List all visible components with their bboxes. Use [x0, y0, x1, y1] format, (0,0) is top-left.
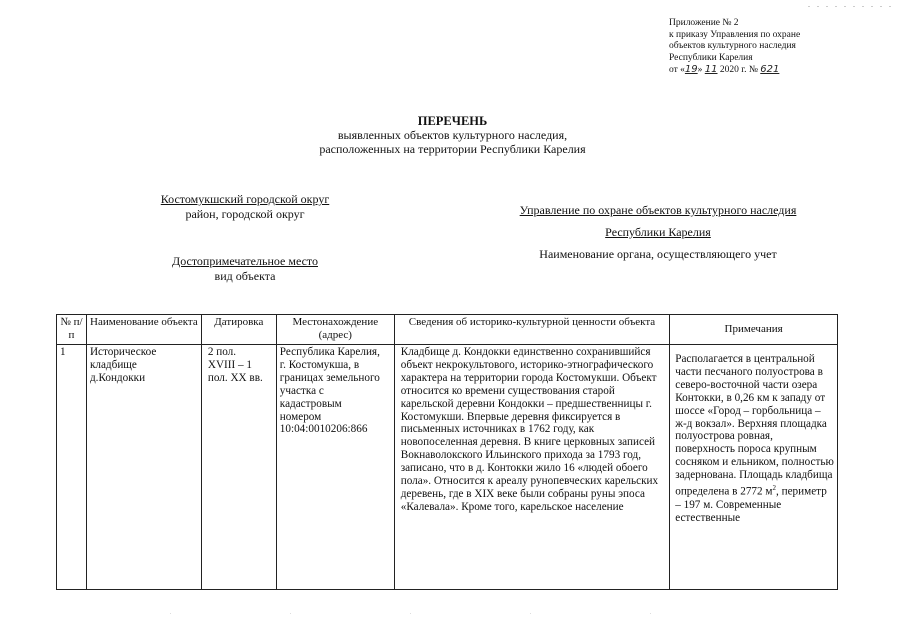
handwritten-day: 19 [684, 64, 698, 76]
scan-mark [808, 6, 894, 7]
header-dating: Датировка [201, 315, 276, 345]
authority-caption: Наименование органа, осуществляющего учет [539, 247, 777, 261]
appendix-line-1: Приложение № 2 [669, 18, 739, 28]
cell-info: Кладбище д. Кондокки единственно сохранившийся объект некрокультового, историко-этнографического характера на территории города Костомукши. Объект относится ко времени существования старой карельской деревни Кондокки – предшественницы г. Костомукши. Впервые деревня фиксируется в письменных источниках в 1762 году, как новопоселенная деревня. В книге церковных записей Вокнаволокского Ильинского прихода за 1793 год, записано, что в д. Контокки жило 16 «людей обоего пола». Относится к ареалу рунопевческих карельских деревень, где в XIX веке были собраны руны эпоса «Калевала». Кроме того, карельское население [394, 345, 669, 590]
header-notes: Примечания [670, 315, 838, 345]
appendix-line-2: к приказу Управления по охране [669, 29, 801, 40]
cell-dating: 2 пол. XVIII – 1 пол. XX вв. [201, 345, 276, 590]
cell-name: Историческое кладбище д.Кондокки [86, 345, 201, 590]
appendix-date-line: от «19» 11 2020 г. № 621 [669, 64, 780, 76]
cell-notes: Располагается в центральной части песчаного полуострова в северо-восточной части озера Контокки, в 0,26 км к западу от шоссе «Город – горбольница – ж-д вокзал». Верхняя площадка полуострова ровная, поверхность пороса крупным сосняком и ельником, полностью задернована. Площадь кладбища определена в 2772 $м^2$, периметр – 197 м. Современные естественные [670, 345, 838, 590]
header-info: Сведения об историко-культурной ценности объекта [394, 315, 669, 345]
header-number: № п/п [57, 315, 87, 345]
object-kind-field [150, 254, 340, 284]
handwritten-number: 621 [760, 64, 780, 76]
appendix-block [669, 18, 800, 77]
scan-mark [170, 613, 770, 614]
cell-address: Республика Карелия, г. Костомукша, в границах земельного участка с кадастровым номером 10:04:0010206:866 [276, 345, 394, 590]
appendix-line-3: объектов культурного наследия [669, 41, 796, 52]
district-value: Костомукшский городской округ [160, 192, 330, 206]
appendix-line-4: Республики Карелия [669, 52, 753, 63]
header-location: Местонахождение (адрес) [276, 315, 394, 345]
objects-table [56, 314, 838, 590]
object-kind-value: Достопримечательное место [172, 254, 318, 268]
object-kind-caption: вид объекта [214, 269, 276, 283]
district-caption: район, городской округ [185, 207, 305, 221]
authority-field [498, 199, 818, 265]
authority-line-1: Управление по охране объектов культурного наследия [519, 203, 797, 217]
heading-line-2: расположенных на территории Республики Карелия [319, 142, 586, 156]
cell-number: 1 [57, 345, 87, 590]
table-row [57, 345, 838, 590]
document-heading [0, 114, 905, 156]
header-name: Наименование объекта [86, 315, 201, 345]
document-title: ПЕРЕЧЕНЬ [417, 114, 488, 128]
table-header-row [57, 315, 838, 345]
handwritten-month: 11 [704, 64, 718, 76]
district-field [140, 192, 350, 222]
heading-line-1: выявленных объектов культурного наследия, [337, 128, 568, 142]
authority-line-2: Республики Карелия [605, 225, 711, 239]
